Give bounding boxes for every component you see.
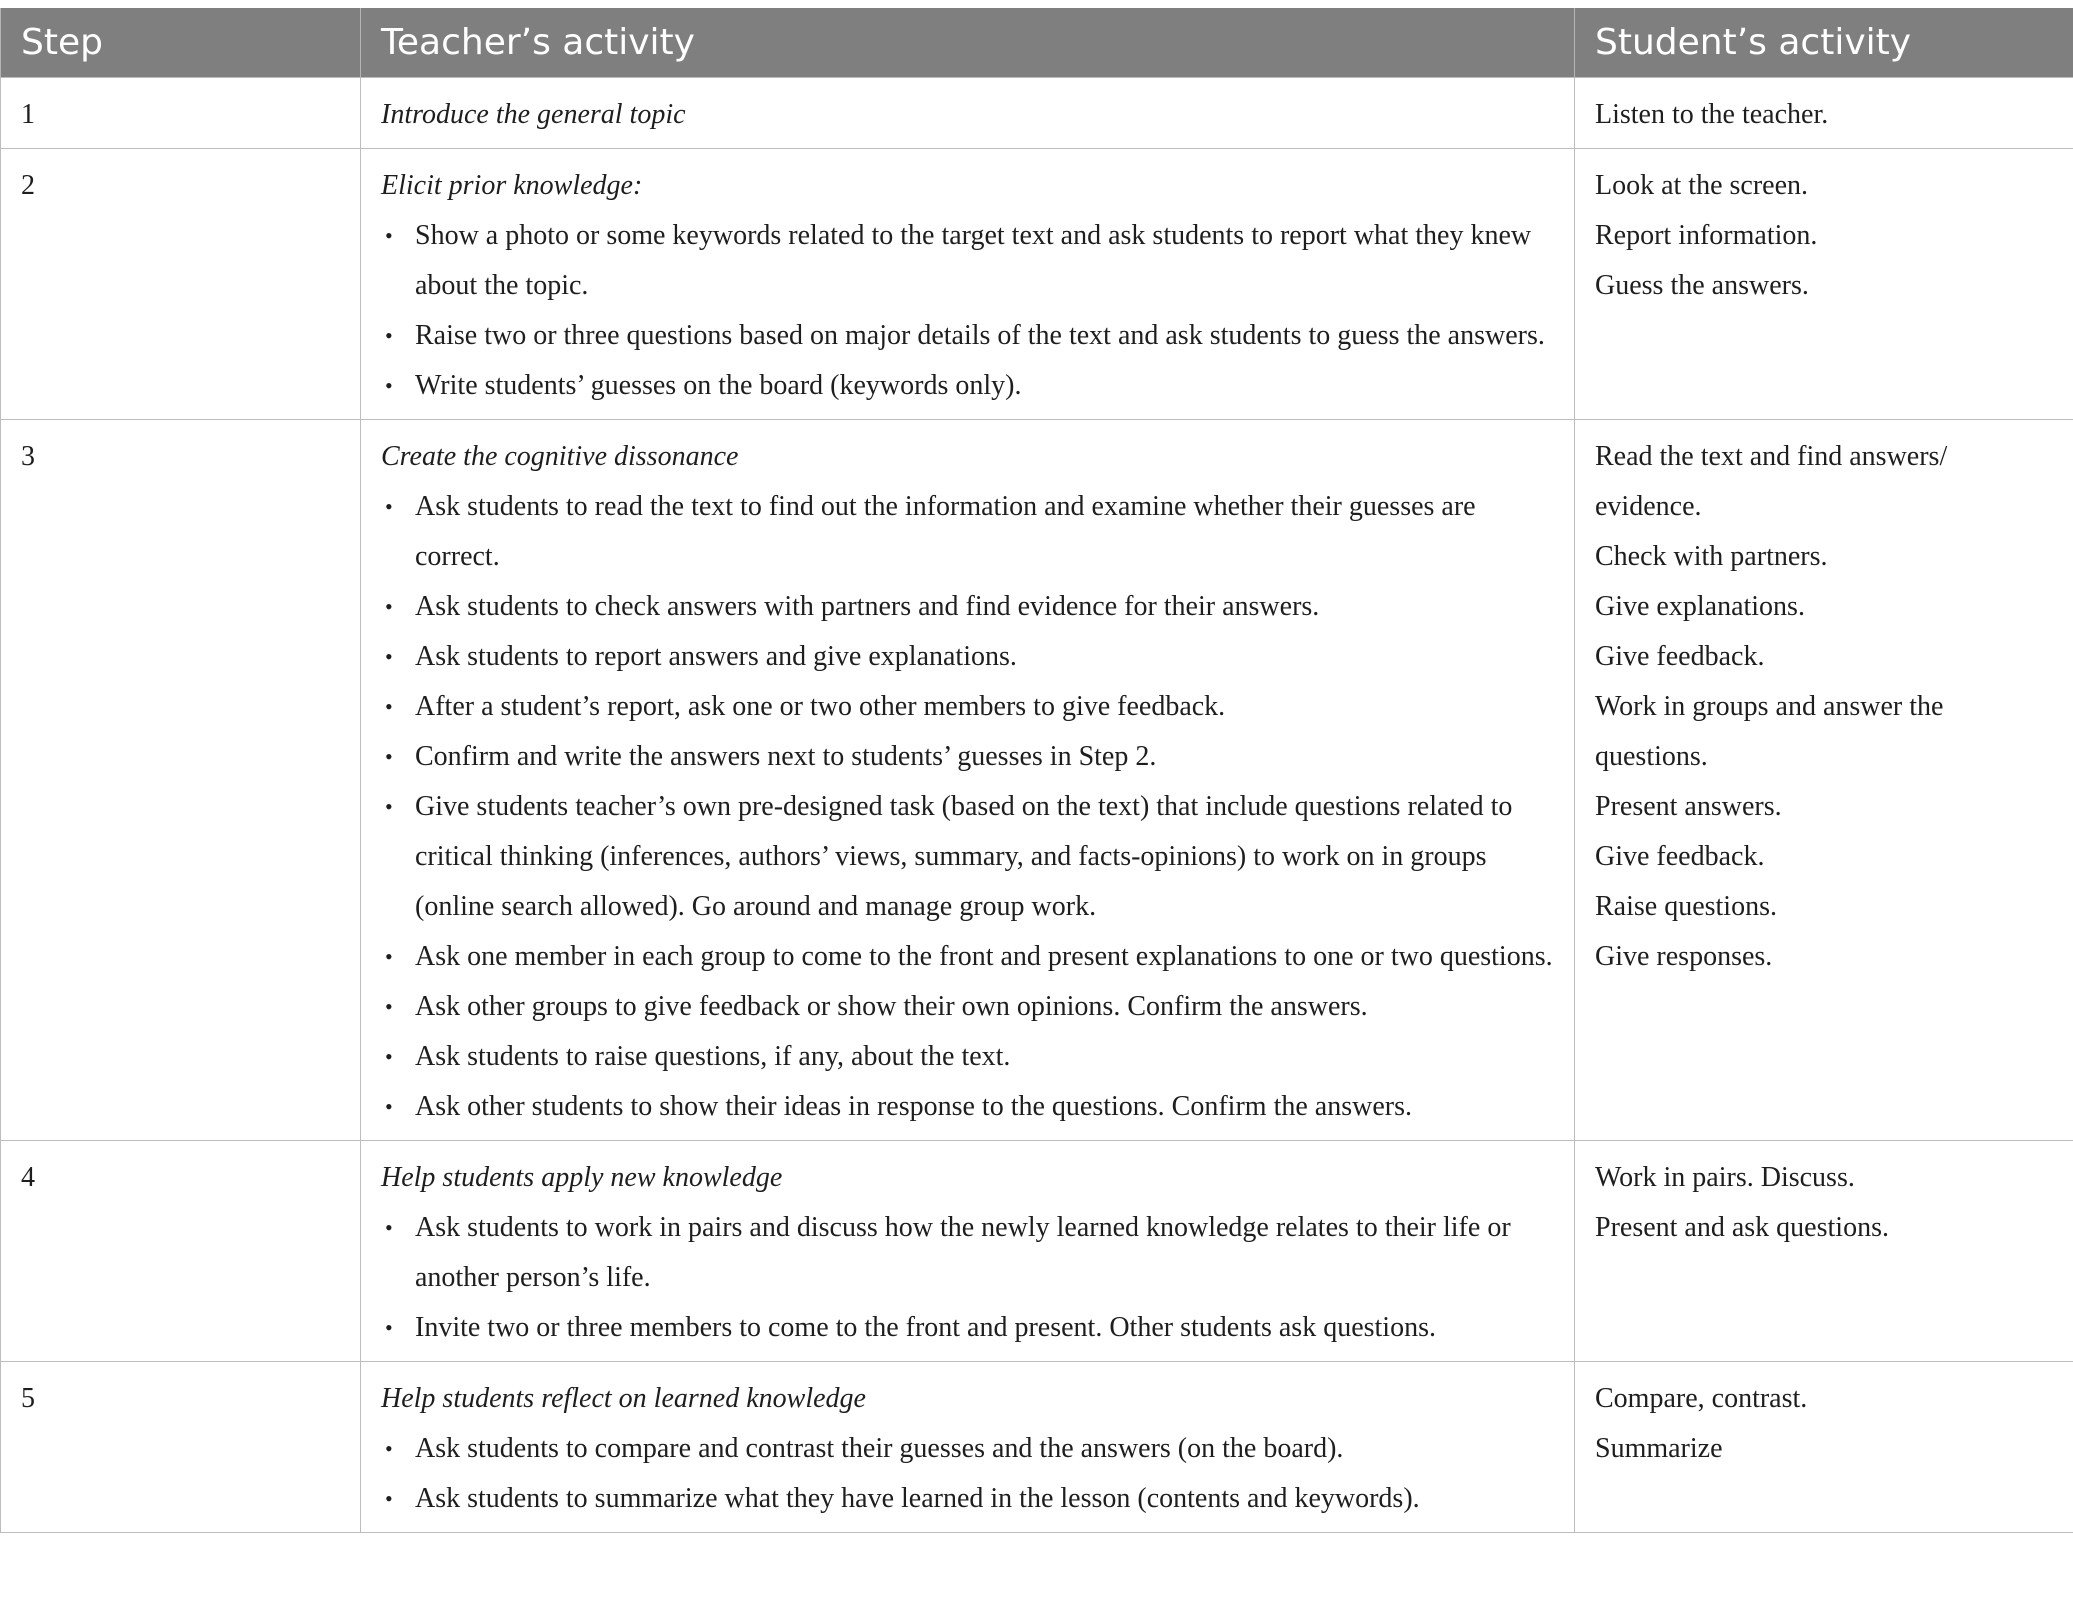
list-item: • Invite two or three members to come to the front and present. Other students ask questions. [381,1303,1554,1353]
student-activity-line: Look at the screen. [1595,170,1809,201]
list-item: • Give students teacher’s own pre-designed task (based on the text) that include questions related to critical thinking (inferences, authors’ views, summary, and facts-opinions) to work on in groups (online search allowed). Go around and manage group work. [381,782,1554,932]
list-item: • Ask students to compare and contrast their guesses and the answers (on the board). [381,1424,1554,1474]
table-row [1,78,2073,149]
teacher-activity-cell [361,420,1575,1141]
student-activity-line: Give feedback. [1595,841,1765,872]
activity-title: Create the cognitive dissonance [381,441,739,472]
list-item: • Write students’ guesses on the board (keywords only). [381,361,1554,411]
list-item: • Ask students to raise questions, if any, about the text. [381,1032,1554,1082]
table-row [1,1362,2073,1533]
student-activity-cell [1575,1141,2073,1362]
student-activity-cell [1575,78,2073,149]
student-activity-line: Compare, contrast. [1595,1383,1808,1414]
header-student-activity: Student’s activity [1575,8,2073,78]
student-activity-line: Report information. [1595,220,1818,251]
header-teacher-activity: Teacher’s activity [361,8,1575,78]
student-activity-line: Summarize [1595,1433,1723,1464]
list-item: • Ask students to read the text to find out the information and examine whether their guesses are correct. [381,482,1554,582]
step-number: 3 [1,420,361,1141]
list-item: • Ask other groups to give feedback or show their own opinions. Confirm the answers. [381,982,1554,1032]
student-activity-line: Give feedback. [1595,641,1765,672]
table-header-row [1,8,2073,78]
list-item: • Ask other students to show their ideas in response to the questions. Confirm the answers. [381,1082,1554,1132]
activity-title: Help students apply new knowledge [381,1162,783,1193]
step-number: 4 [1,1141,361,1362]
teacher-activity-cell [361,1362,1575,1533]
list-item: • Ask students to work in pairs and discuss how the newly learned knowledge relates to their life or another person’s life. [381,1203,1554,1303]
student-activity-cell [1575,420,2073,1141]
teacher-activity-cell [361,149,1575,420]
table-row [1,420,2073,1141]
teacher-activity-cell [361,1141,1575,1362]
list-item: • Raise two or three questions based on major details of the text and ask students to guess the answers. [381,311,1554,361]
table-row [1,149,2073,420]
student-activity-line: Give explanations. [1595,591,1805,622]
student-activity-cell [1575,149,2073,420]
activity-list [381,482,1554,1132]
list-item: • Confirm and write the answers next to students’ guesses in Step 2. [381,732,1554,782]
step-number: 2 [1,149,361,420]
activity-list [381,1203,1554,1353]
list-item: • Ask students to summarize what they have learned in the lesson (contents and keywords). [381,1474,1554,1524]
student-activity-line: Guess the answers. [1595,270,1809,301]
list-item: • Ask one member in each group to come to the front and present explanations to one or two questions. [381,932,1554,982]
student-activity-line: Work in pairs. Discuss. [1595,1162,1855,1193]
teacher-activity-cell [361,78,1575,149]
student-activity-line: Check with partners. [1595,541,1828,572]
list-item: • Ask students to report answers and give explanations. [381,632,1554,682]
step-number: 5 [1,1362,361,1533]
list-item: • After a student’s report, ask one or two other members to give feedback. [381,682,1554,732]
step-number: 1 [1,78,361,149]
activity-list [381,211,1554,411]
activity-title: Help students reflect on learned knowledge [381,1383,866,1414]
activity-title: Elicit prior knowledge: [381,170,643,201]
header-step: Step [1,8,361,78]
student-activity-line: Give responses. [1595,941,1773,972]
list-item: • Ask students to check answers with partners and find evidence for their answers. [381,582,1554,632]
activity-list [381,1424,1554,1524]
student-activity-line: Work in groups and answer the questions. [1595,691,1944,772]
lesson-steps-table [0,8,2073,1533]
student-activity-line: Present answers. [1595,791,1782,822]
student-activity-line: Present and ask questions. [1595,1212,1889,1243]
student-activity-line: Listen to the teacher. [1595,99,1829,130]
student-activity-line: Raise questions. [1595,891,1777,922]
student-activity-line: Read the text and find answers/ evidence. [1595,441,1948,522]
student-activity-cell [1575,1362,2073,1533]
table-row [1,1141,2073,1362]
list-item: • Show a photo or some keywords related to the target text and ask students to report what they knew about the topic. [381,211,1554,311]
activity-title: Introduce the general topic [381,99,686,130]
